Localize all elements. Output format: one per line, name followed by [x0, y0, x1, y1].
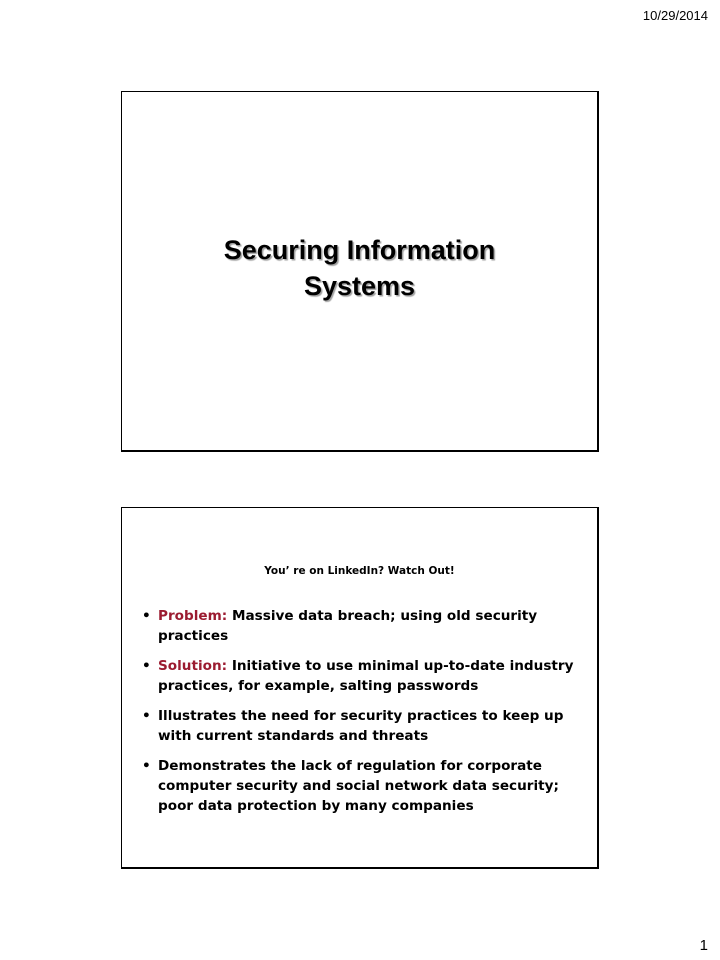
slide-1: [121, 91, 599, 452]
bullet-label: Solution:: [158, 658, 228, 674]
bullet-text: Massive data breach; using old security practices: [158, 608, 538, 644]
bullet-item-solution: [141, 656, 585, 696]
bullet-icon: •: [142, 758, 151, 774]
bullet-item-illustrates: [141, 706, 585, 746]
bullet-icon: •: [142, 608, 151, 624]
slide-title-line-2: Systems: [303, 271, 416, 301]
slide-title: [122, 232, 597, 304]
slide-heading: You’ re on LinkedIn? Watch Out!: [264, 565, 455, 577]
bullet-icon: •: [142, 658, 151, 674]
slide-title-line-1: Securing Information: [223, 235, 496, 265]
bullet-label: Problem:: [158, 608, 228, 624]
page-number: 1: [699, 937, 708, 954]
bullet-item-demonstrates: [141, 756, 585, 816]
slide-2: [121, 507, 599, 869]
bullet-text: Illustrates the need for security practices to keep up with current standards and threats: [158, 708, 564, 744]
bullet-item-problem: [141, 606, 585, 646]
bullet-text: Demonstrates the lack of regulation for corporate computer security and social network data security; poor data protection by many companies: [158, 758, 559, 814]
bullet-icon: •: [142, 708, 151, 724]
page-date: 10/29/2014: [642, 8, 708, 23]
bullet-list: [141, 606, 585, 826]
bullet-text: Initiative to use minimal up-to-date industry practices, for example, salting passwords: [158, 658, 574, 694]
